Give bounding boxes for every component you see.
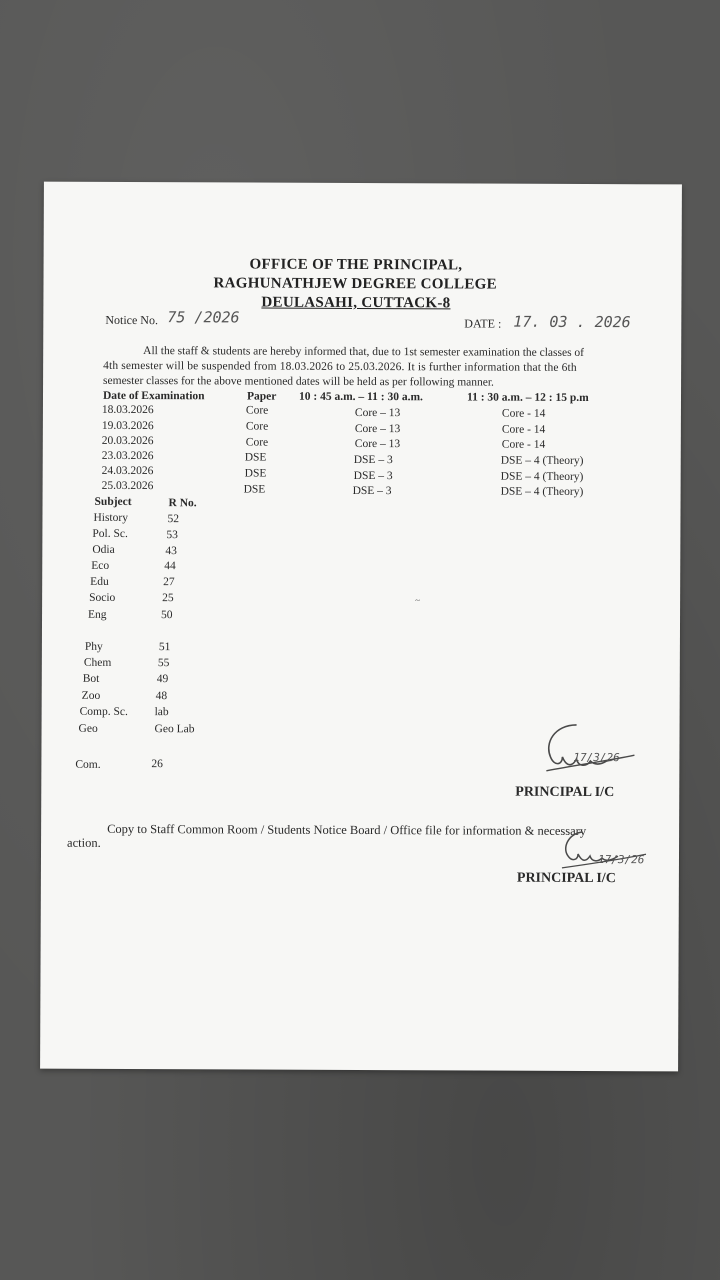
room-subject: Socio (89, 591, 116, 604)
schedule-paper: DSE (243, 483, 266, 496)
signature-2-title: PRINCIPAL I/C (516, 870, 616, 887)
schedule-slot-1: DSE – 3 (352, 484, 392, 498)
room-subject: Com. (75, 758, 101, 771)
room-subject: Zoo (81, 689, 101, 702)
signature-1-title: PRINCIPAL I/C (515, 784, 615, 801)
copy-line-2: action. (67, 835, 101, 850)
room-subject: Chem (83, 656, 112, 669)
header-office: OFFICE OF THE PRINCIPAL, (249, 256, 463, 274)
schedule-header-paper: Paper (246, 390, 277, 403)
room-subject: Pol. Sc. (92, 527, 128, 540)
body-line-3: semester classes for the above mentioned dates will be held as per following manner. (103, 374, 494, 389)
room-number: 25 (162, 592, 174, 605)
schedule-slot-2: Core - 14 (501, 438, 546, 451)
room-number: Geo Lab (154, 723, 195, 736)
room-number: 48 (155, 690, 168, 703)
room-number: 26 (151, 758, 163, 771)
schedule-slot-2: DSE – 4 (Theory) (500, 454, 584, 467)
schedule-date: 20.03.2026 (101, 434, 154, 448)
schedule-slot-1: DSE – 3 (353, 453, 393, 467)
room-subject: History (93, 511, 128, 524)
copy-line-1: Copy to Staff Common Room / Students Notice Board / Office file for information & necessary (107, 821, 587, 838)
body-line-2: 4th semester will be suspended from 18.03.2026 to 25.03.2026. It is further information that the 6th (103, 359, 577, 374)
schedule-header-slot-2: 11 : 30 a.m. – 12 : 15 p.m (466, 391, 589, 404)
room-subject: Bot (82, 672, 100, 685)
room-number: 43 (165, 545, 177, 558)
schedule-slot-1: Core – 13 (354, 422, 401, 436)
room-subject: Phy (84, 640, 103, 653)
schedule-slot-2: Core - 14 (501, 423, 546, 436)
room-number: lab (154, 706, 169, 719)
schedule-date: 24.03.2026 (101, 464, 154, 478)
schedule-slot-1: DSE – 3 (353, 469, 393, 483)
room-number: 51 (158, 641, 171, 654)
schedule-slot-2: Core - 14 (501, 407, 546, 420)
schedule-header-date: Date of Examination (102, 389, 205, 403)
signature-1-date: 17/3/26 (573, 750, 620, 765)
room-subject: Geo (78, 722, 98, 735)
date-label: DATE : (464, 316, 502, 331)
room-number: 52 (167, 513, 179, 526)
room-subject: Edu (90, 575, 109, 588)
room-header-subject: Subject (94, 495, 132, 508)
schedule-date: 18.03.2026 (101, 403, 154, 417)
schedule-slot-1: Core – 13 (354, 437, 401, 451)
schedule-date: 19.03.2026 (101, 419, 154, 433)
date-value: 17. 03 . 2026 (513, 312, 631, 332)
schedule-header-slot-1: 10 : 45 a.m. – 11 : 30 a.m. (298, 390, 423, 404)
schedule-paper: DSE (244, 451, 267, 464)
schedule-date: 23.03.2026 (101, 449, 154, 463)
schedule-paper: Core (245, 420, 269, 433)
schedule-paper: Core (245, 404, 269, 417)
room-header-rno: R No. (168, 497, 197, 510)
room-subject: Eco (91, 559, 110, 572)
schedule-paper: Core (245, 436, 269, 449)
room-subject: Comp. Sc. (79, 705, 128, 718)
room-number: 49 (156, 673, 169, 686)
notice-label: Notice No. (105, 312, 159, 328)
schedule-slot-1: Core – 13 (354, 406, 401, 420)
room-subject: Eng (88, 608, 107, 621)
schedule-slot-2: DSE – 4 (Theory) (500, 470, 584, 483)
schedule-slot-2: DSE – 4 (Theory) (500, 485, 584, 498)
signature-2-date: 17/3/26 (597, 853, 645, 867)
pen-mark: ~ (415, 595, 421, 606)
notice-paper (40, 182, 682, 1072)
header-college: RAGHUNATHJEW DEGREE COLLEGE (213, 275, 497, 293)
room-subject: Odia (92, 543, 115, 556)
room-number: 53 (166, 529, 178, 542)
schedule-paper: DSE (244, 467, 267, 480)
room-number: 44 (164, 560, 176, 573)
room-number: 50 (161, 609, 173, 622)
room-number: 27 (163, 576, 175, 589)
schedule-date: 25.03.2026 (101, 479, 154, 493)
header-address: DEULASAHI, CUTTACK-8 (261, 294, 451, 312)
body-line-1: All the staff & students are hereby informed that, due to 1st semester examination the classes of (143, 345, 585, 359)
notice-number: 75 /2026 (167, 308, 240, 327)
room-number: 55 (157, 657, 170, 670)
